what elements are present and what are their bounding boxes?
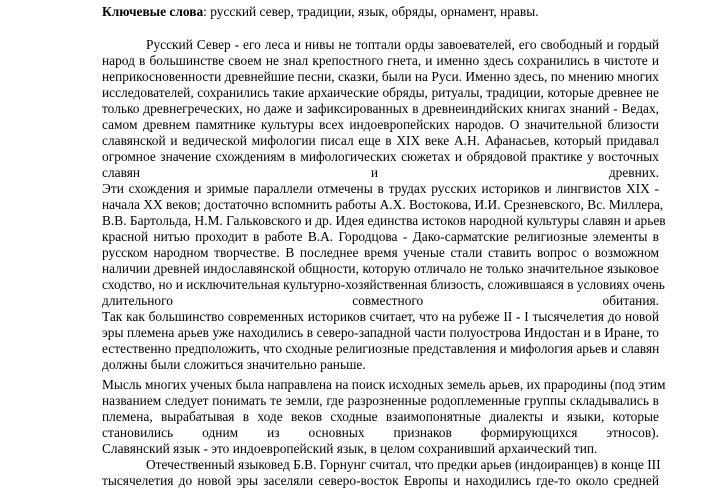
paragraph-line: Эти схождения и зримые параллели отмечены в трудах русских историков и лингвистов XIX -	[102, 181, 659, 196]
paragraph-line: славян и древних.	[102, 165, 659, 180]
paragraph-line: эры племена арьев уже находились в северо-западной части полуострова Индостан и в Иране, то	[102, 325, 659, 340]
paragraph-line: Мысль многих ученых была направлена на поиск исходных земель арьев, их прародины (под этим	[102, 377, 666, 392]
paragraph-line: должны были сложиться значительно раньше.	[102, 357, 366, 372]
paragraph-line: племена, вырабатывая в ходе веков сходные взаимопонятные диалекты и языки, которые	[102, 409, 659, 424]
paragraph-line: длительного совместного обитания.	[102, 293, 659, 308]
paragraph-line: начала XX веков; достаточно вспомнить работы А.Х. Востокова, И.И. Срезневского, Вс. Миллера,	[102, 197, 664, 212]
paragraph-line: славянской и ведической мифологии писал еще в XIX веке А.Н. Афанасьев, который придавал	[102, 133, 659, 148]
paragraph-line: красной нитью проходит в работе В.А. Городцова - Дако-сарматские религиозные элементы в	[102, 229, 659, 244]
paragraph-line: Так как большинство современных историков считает, что на рубеже II - I тысячелетия до новой	[102, 309, 659, 324]
paragraph-line: русском народном творчестве. В последнее время ученые стали ставить вопрос о возможном	[102, 245, 659, 260]
paragraph-line: сходство, но и исключительная культурно-хозяйственная близость, сложившаяся в условиях очень	[102, 277, 665, 292]
paragraph-line: естественно предположить, что сходные религиозные представления и мифология арьев и славян	[102, 341, 660, 356]
paragraph-line: В.В. Бартольда, Н.М. Гальковского и др. Идея единства истоков народной культуры славян и арьев	[102, 213, 666, 228]
paragraph-line: тысячелетия до новой эры заселяли северо-восток Европы и находились где-то около средней	[102, 473, 659, 488]
paragraph-line: неприкосновенности древнейшие песни, сказки, были на Руси. Именно здесь, по мнению многих	[102, 69, 659, 84]
paragraph-line: только древнегреческих, но даже и зафиксированных в древнеиндийских книгах знаний - Ведах,	[102, 101, 659, 116]
keywords-text: : русский север, традиции, язык, обряды, орнамент, нравы.	[203, 4, 539, 19]
paragraph-line: огромное значение схождениям в мифологических сюжетах и обрядовой практике у восточных	[102, 149, 659, 164]
paragraph-line: Русский Север - его леса и нивы не топтали орды завоевателей, его свободный и гордый	[146, 37, 659, 52]
keywords-line	[102, 3, 539, 20]
paragraph-line: народ в большинстве своем не знал крепостного гнета, и именно здесь сохранились в чистоте и	[102, 53, 659, 68]
paragraph-line: исследователей, сохранились такие архаические обряды, ритуалы, традиции, которые древнее не	[102, 85, 659, 100]
paragraph-line: Отечественный языковед Б.В. Горнунг считал, что предки арьев (индоиранцев) в конце III	[146, 457, 661, 472]
paragraph-line: Славянский язык - это индоевропейский язык, в целом сохранивший архаический тип.	[102, 441, 598, 456]
paragraph-line: названием следует понимать те земли, где разрозненные родоплеменные группы складывались в	[102, 393, 659, 408]
keywords-label: Ключевые слова	[102, 4, 204, 19]
paragraph-line: самом древнем памятнике культуры всех индоевропейских народов. О значительной близости	[102, 117, 659, 132]
paragraph-line: наличии древней индославянской общности, которую отличало не только значительное языковое	[102, 261, 659, 276]
paragraph-line: становились одним из основных признаков формирующихся этносов).	[102, 425, 659, 440]
